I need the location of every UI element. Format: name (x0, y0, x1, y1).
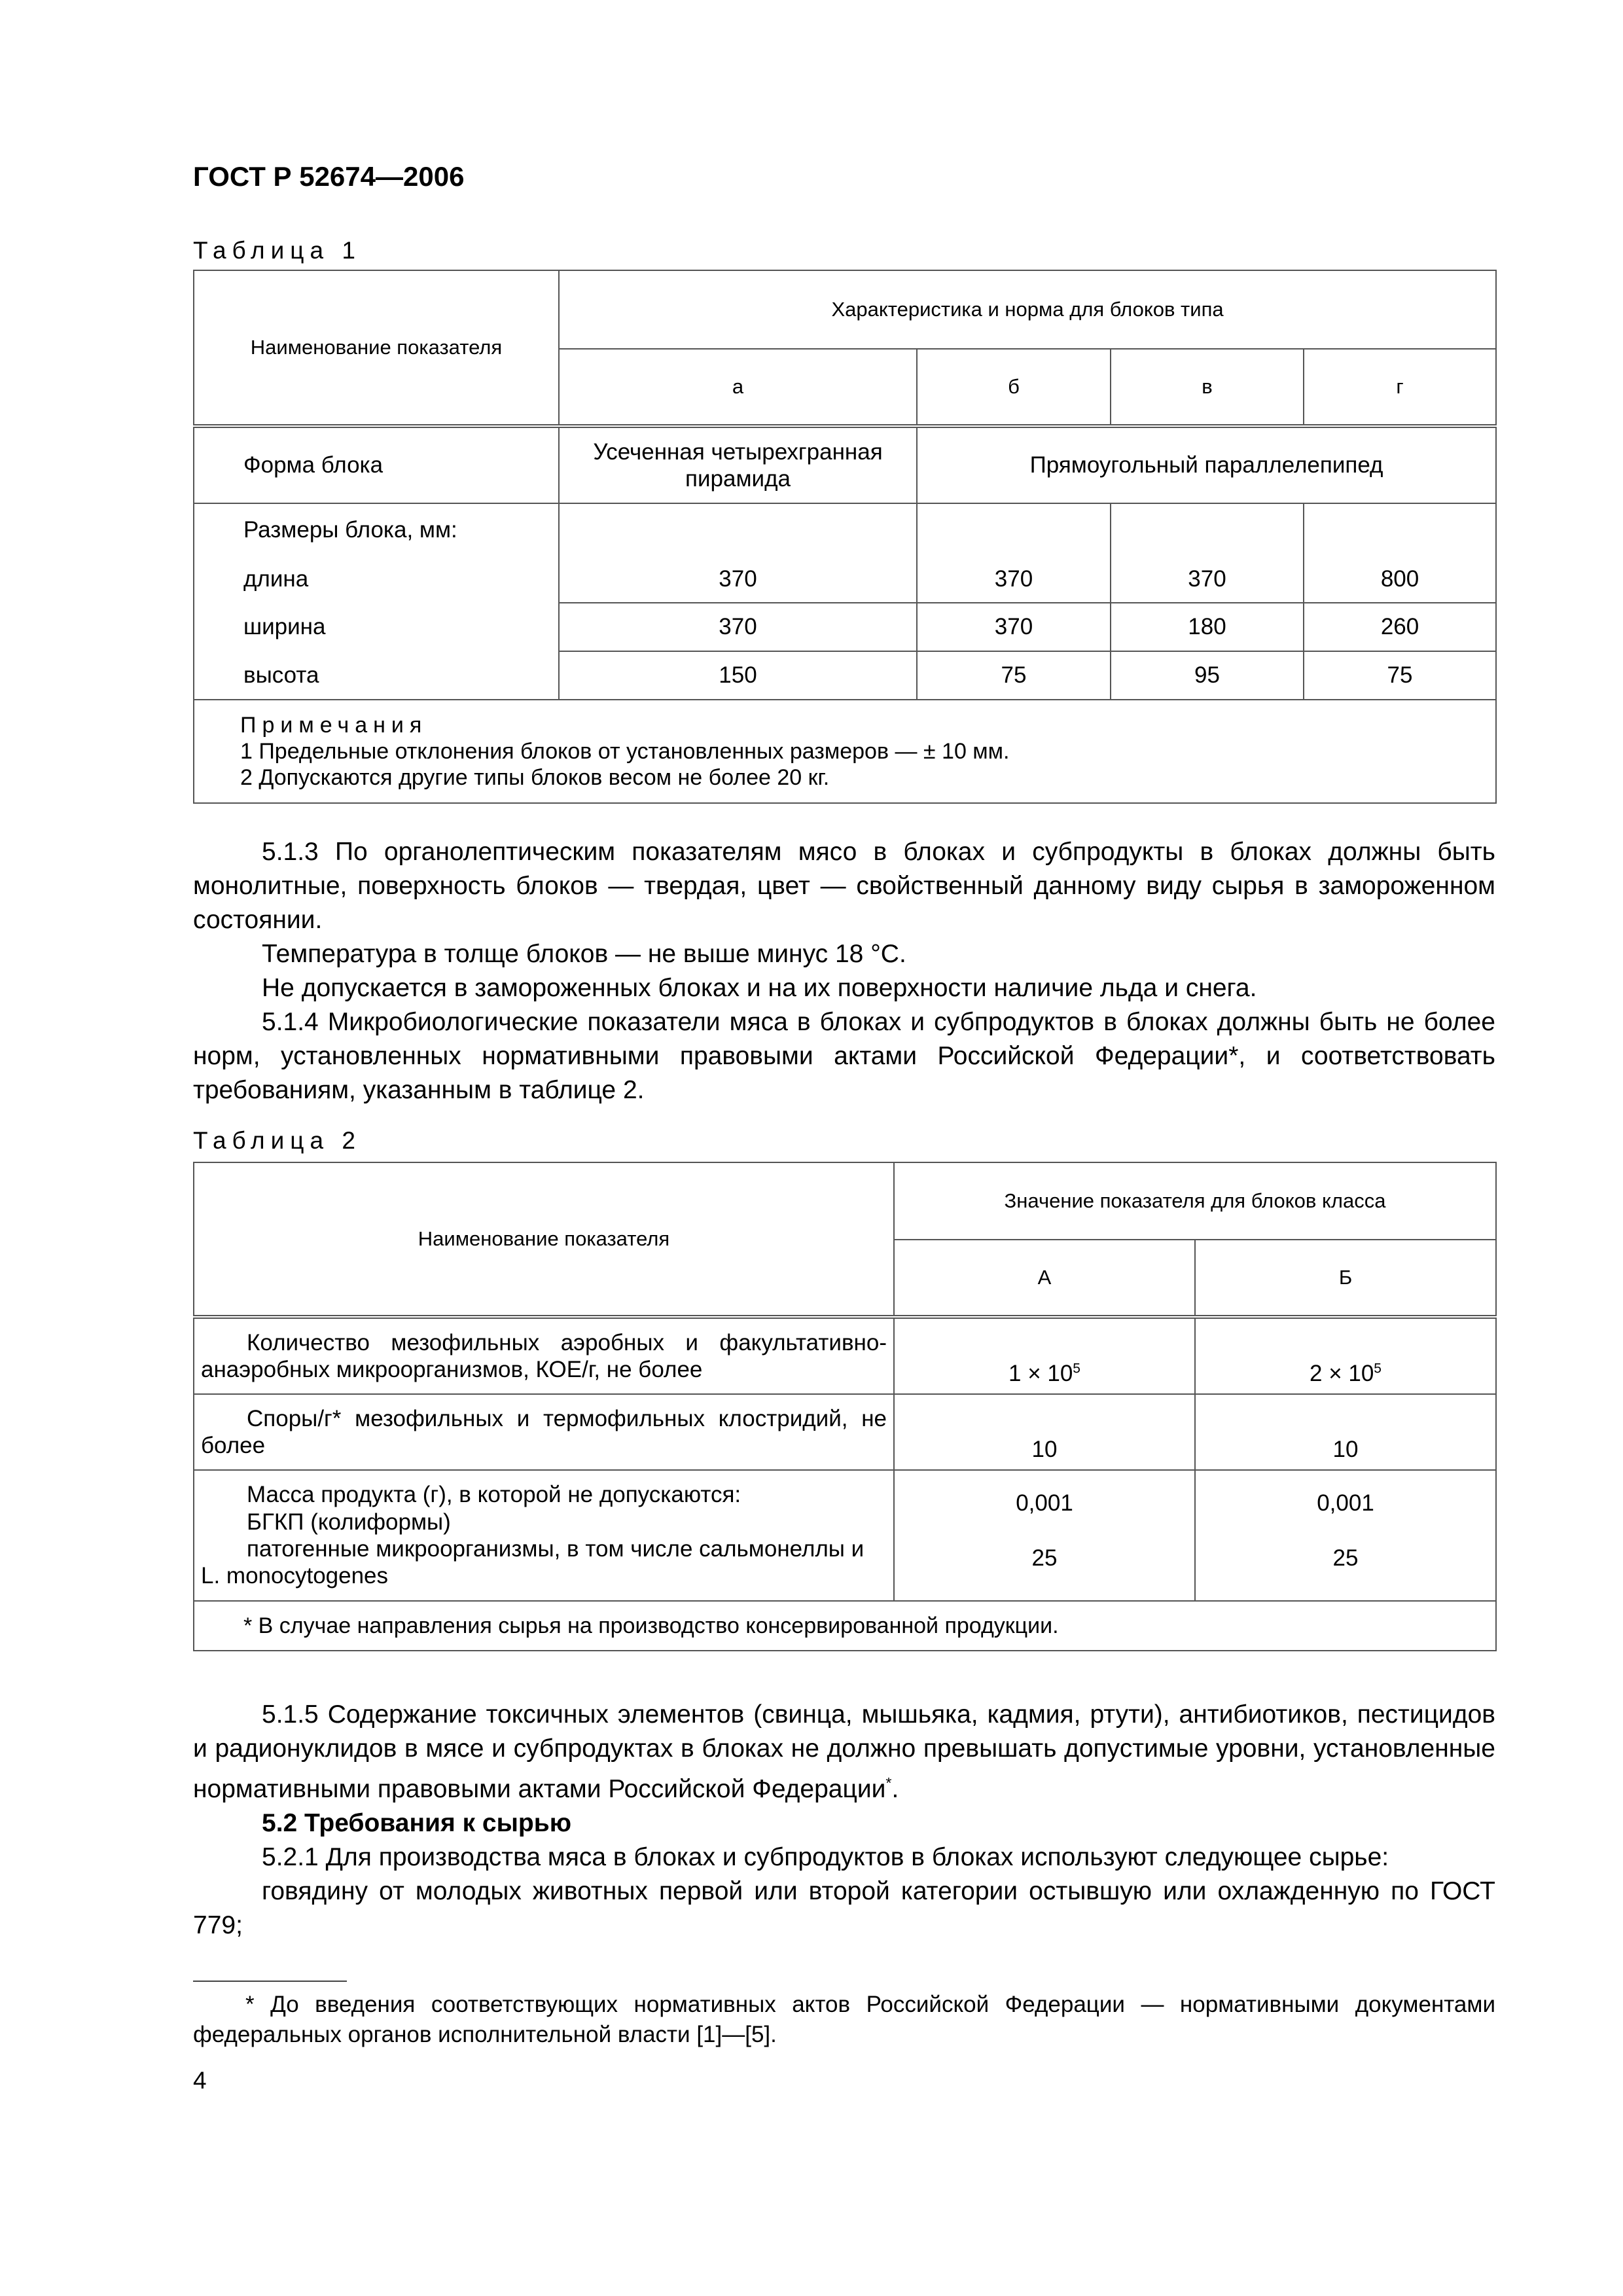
table1-cell: 370 (559, 556, 917, 603)
table2-col-group: Значение показателя для блоков класса (894, 1162, 1496, 1240)
page-number: 4 (193, 2067, 207, 2094)
page-footnote: * До введения соответствующих нормативных актов Российской Федерации — нормативными документами федеральных органов исполнительной власти [1]—[5]. (193, 1992, 1495, 2047)
table1-row-label: длина (194, 556, 559, 603)
table-row (194, 1317, 1496, 1394)
table1-cell: 370 (917, 556, 1111, 603)
document-header: ГОСТ Р 52674—2006 (193, 161, 465, 192)
table1-shape-a: Усеченная четырехгранная пирамида (559, 426, 917, 503)
table1-col-indicator: Наименование показателя (194, 270, 559, 426)
table1-cell: 370 (559, 603, 917, 651)
table2-class-b: Б (1195, 1240, 1496, 1317)
table2-row3-label: Масса продукта (г), в которой не допускаются: БГКП (колиформы) патогенные микроорганизмы, в том числе сальмонеллы и L. monocytogenes (194, 1470, 894, 1601)
paragraph-5-1-5: 5.1.5 Содержание токсичных элементов (свинца, мышьяка, кадмия, ртути), антибиотиков, пестицидов и радионуклидов в мясе и субпродуктах в блоках не должно превышать допустимые уровни, установленные нормативными правовыми актами Российской Федерации*. (193, 1700, 1495, 1803)
table1-notes-title: Примечания (240, 713, 428, 738)
table1-cell: 260 (1304, 603, 1496, 651)
section-title-5-2: 5.2 Требования к сырью (262, 1809, 572, 1837)
table2-row3-b: 0,001 25 (1195, 1470, 1496, 1601)
text-block-1 (193, 835, 1495, 1107)
table1-note-2: 2 Допускаются другие типы блоков весом не более 20 кг. (240, 765, 830, 791)
table-row (194, 603, 1496, 651)
table2-col-indicator: Наименование показателя (194, 1162, 894, 1317)
table1-cell: 150 (559, 651, 917, 700)
table2-caption: Таблица 2 (193, 1127, 361, 1154)
paragraph-5-2-1: 5.2.1 Для производства мяса в блоках и субпродуктов в блоках используют следующее сырье: (262, 1843, 1389, 1871)
table2-class-a: А (894, 1240, 1195, 1317)
table-row (194, 556, 1496, 603)
table1-row-label: ширина (194, 603, 559, 651)
table1-cell: 75 (917, 651, 1111, 700)
table1-type-a: а (559, 349, 917, 426)
table-row (194, 1470, 1496, 1601)
table1-note-1: 1 Предельные отклонения блоков от установленных размеров — ± 10 мм. (240, 739, 1010, 764)
table-row (194, 1394, 1496, 1470)
table1-cell: 75 (1304, 651, 1496, 700)
text-block-2 (193, 1698, 1495, 1943)
table2-row2-b: 10 (1195, 1394, 1496, 1470)
table2-row2-a: 10 (894, 1394, 1195, 1470)
table1 (193, 270, 1497, 804)
table2-row1-b: $2 \times 10^5$ (1195, 1317, 1496, 1394)
table1-type-g: г (1304, 349, 1496, 426)
paragraph-5-1-4: 5.1.4 Микробиологические показатели мяса в блоках и субпродуктов в блоках должны быть не более норм, установленных нормативными правовыми актами Российской Федерации*, и соответствовать требованиям, указанным в таблице 2. (193, 1008, 1495, 1104)
table1-cell: 370 (917, 603, 1111, 651)
table2-row1-a: $1 \times 10^5$ (894, 1317, 1195, 1394)
table1-shape-label: Форма блока (194, 426, 559, 503)
paragraph-5-1-3: 5.1.3 По органолептическим показателям мясо в блоках и субпродукты в блоках должны быть монолитные, поверхность блоков — твердая, цвет — свойственный данному виду сырья в замороженном состоянии. (193, 838, 1495, 934)
table1-shape-bvg: Прямоугольный параллелепипед (917, 426, 1496, 503)
table1-sizes-label: Размеры блока, мм: (194, 503, 559, 556)
table1-cell: 180 (1111, 603, 1304, 651)
table2-footnote: * В случае направления сырья на производство консервированной продукции. (194, 1601, 1496, 1651)
document-page (193, 0, 1495, 2296)
table1-caption: Таблица 1 (193, 237, 361, 264)
table2 (193, 1162, 1497, 1651)
table1-col-group: Характеристика и норма для блоков типа (559, 270, 1496, 349)
paragraph-temperature: Температура в толще блоков — не выше минус 18 °С. (262, 940, 906, 968)
paragraph-beef: говядину от молодых животных первой или второй категории остывшую или охлажденную по ГОСТ 779; (193, 1877, 1495, 1939)
table1-cell: 95 (1111, 651, 1304, 700)
table1-cell: 370 (1111, 556, 1304, 603)
table2-row3-a: 0,001 25 (894, 1470, 1195, 1601)
table2-row2-label: Споры/г* мезофильных и термофильных клостридий, не более (194, 1394, 894, 1470)
paragraph-ice: Не допускается в замороженных блоках и на их поверхности наличие льда и снега. (262, 974, 1257, 1002)
table1-type-b: б (917, 349, 1111, 426)
table-row (194, 651, 1496, 700)
table1-type-v: в (1111, 349, 1304, 426)
table2-row1-label: Количество мезофильных аэробных и факультативно-анаэробных микроорганизмов, КОЕ/г, не более (194, 1317, 894, 1394)
table1-cell: 800 (1304, 556, 1496, 603)
table1-notes (194, 700, 1496, 803)
footnote-divider (193, 1981, 347, 1982)
table1-row-label: высота (194, 651, 559, 700)
